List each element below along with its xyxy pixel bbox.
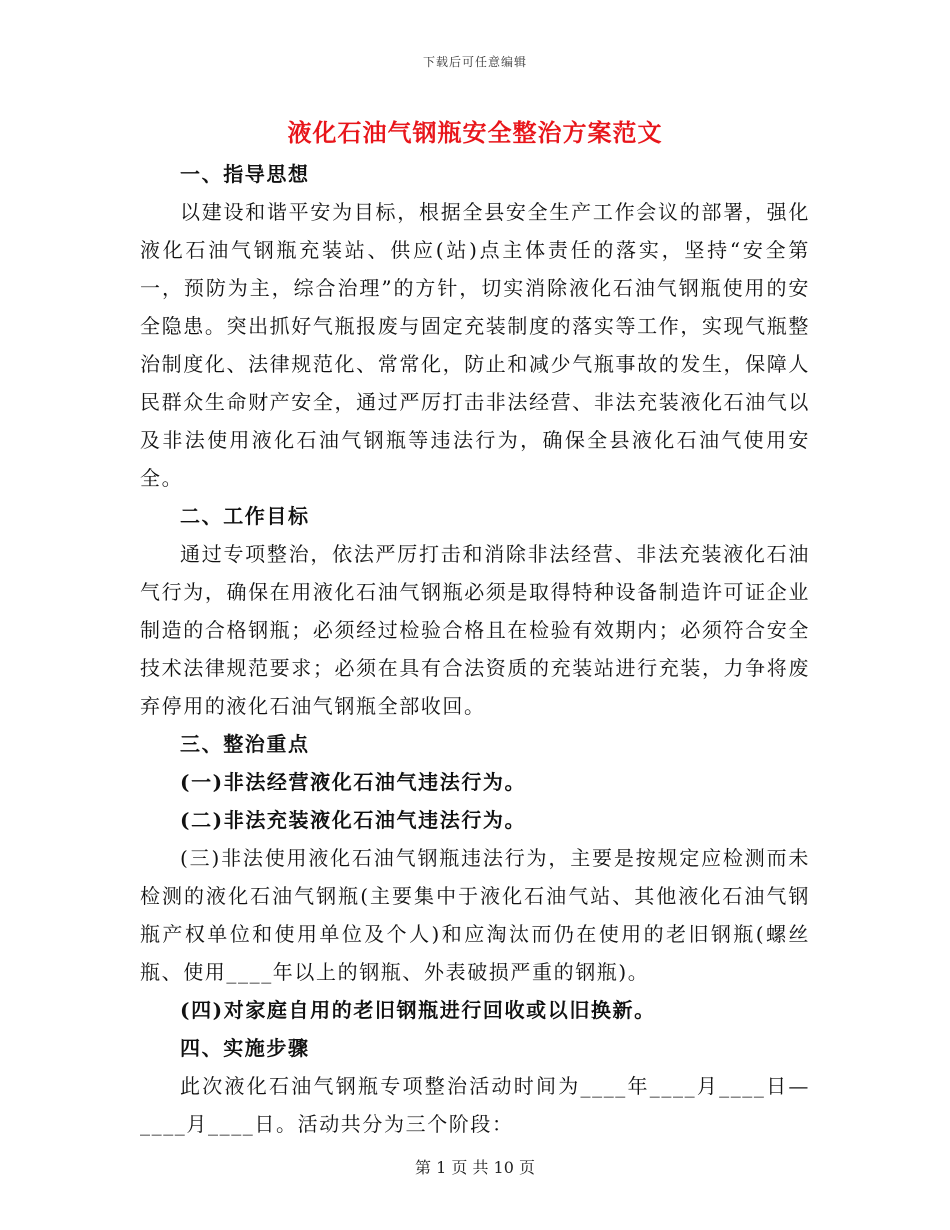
document-body (140, 155, 810, 1143)
header-note: 下载后可任意编辑 (422, 55, 527, 69)
focus-item-2: (二)非法充装液化石油气违法行为。 (180, 808, 527, 832)
section-heading-steps: 四、实施步骤 (180, 1036, 310, 1060)
paragraph-work-goals: 通过专项整治，依法严厉打击和消除非法经营、非法充装液化石油气行为，确保在用液化石油气钢瓶必须是取得特种设备制造许可证企业制造的合格钢瓶；必须经过检验合格且在检验有效期内；必须符合安全技术法律规范要求；必须在具有合法资质的充装站进行充装，力争将废弃停用的液化石油气钢瓶全部收回。 (140, 542, 810, 718)
paragraph-guiding-ideology: 以建设和谐平安为目标，根据全县安全生产工作会议的部署，强化液化石油气钢瓶充装站、供应(站)点主体责任的落实，坚持“安全第一，预防为主，综合治理”的方针，切实消除液化石油气钢瓶使用的安全隐患。突出抓好气瓶报废与固定充装制度的落实等工作，实现气瓶整治制度化、法律规范化、常常化，防止和减少气瓶事故的发生，保障人民群众生命财产安全，通过严厉打击非法经营、非法充装液化石油气以及非法使用液化石油气钢瓶等违法行为，确保全县液化石油气使用安全。 (140, 200, 810, 490)
section-heading-focus: 三、整治重点 (180, 732, 310, 756)
section-heading-guiding-ideology: 一、指导思想 (180, 162, 310, 186)
page-number: 第 1 页 共 10 页 (415, 1158, 535, 1177)
focus-item-4: (四)对家庭自用的老旧钢瓶进行回收或以旧换新。 (180, 998, 656, 1022)
document-title: 液化石油气钢瓶安全整治方案范文 (287, 118, 663, 147)
focus-item-1: (一)非法经营液化石油气违法行为。 (180, 770, 527, 794)
paragraph-steps: 此次液化石油气钢瓶专项整治活动时间为____年____月____日—____月____日。活动共分为三个阶段： (140, 1074, 810, 1136)
focus-item-3: (三)非法使用液化石油气钢瓶违法行为，主要是按规定应检测而未检测的液化石油气钢瓶(主要集中于液化石油气站、其他液化石油气钢瓶产权单位和使用单位及个人)和应淘汰而仍在使用的老旧钢瓶(螺丝瓶、使用____年以上的钢瓶、外表破损严重的钢瓶)。 (140, 846, 810, 984)
section-heading-work-goals: 二、工作目标 (180, 504, 310, 528)
